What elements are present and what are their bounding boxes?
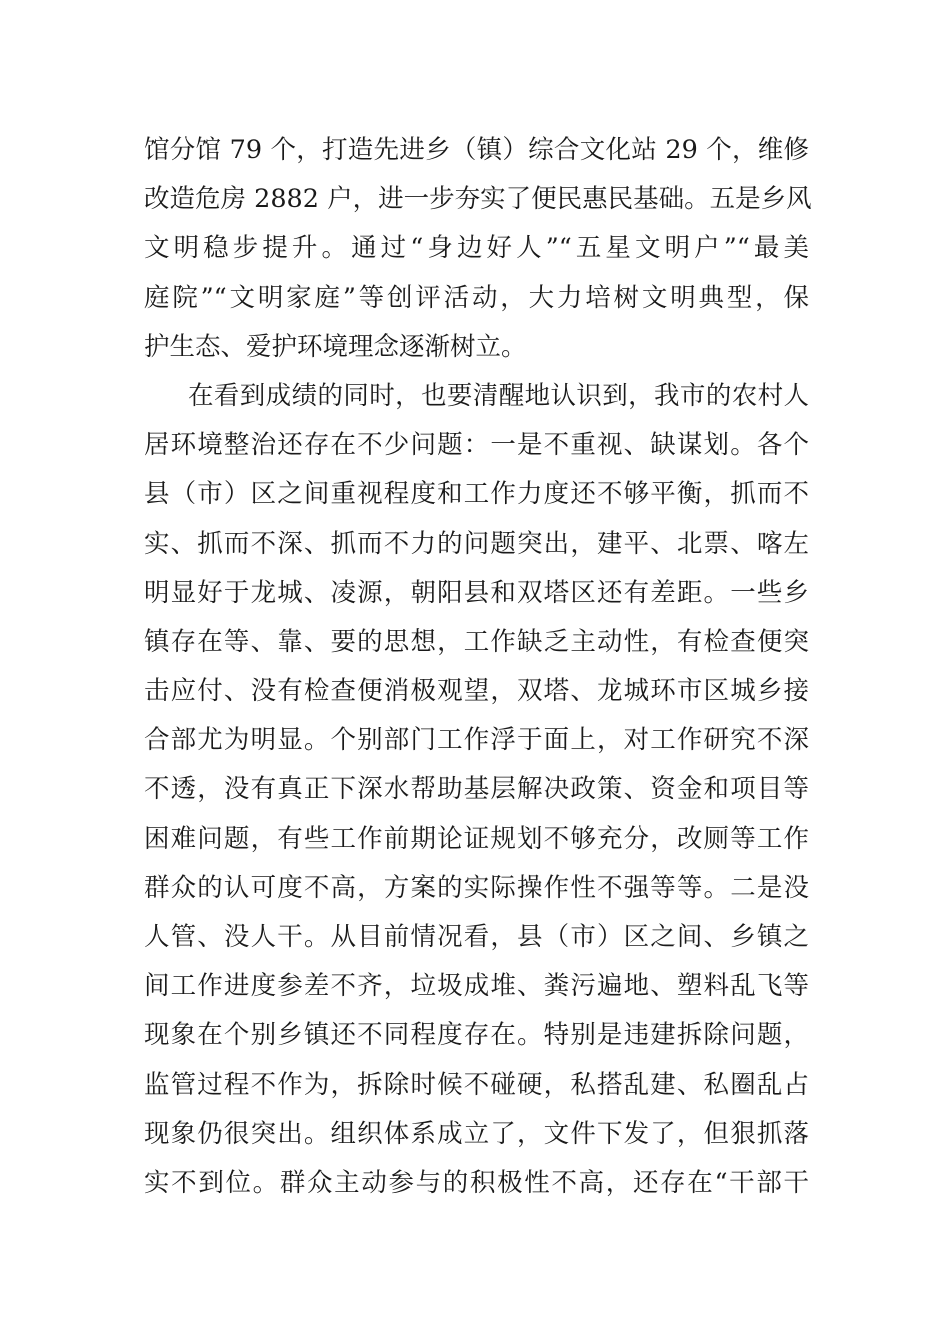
- text-line: 击应付、没有检查便消极观望，双塔、龙城环市区城乡接: [144, 676, 809, 707]
- text-line: 改造危房 2882 户，进一步夯实了便民惠民基础。五是乡风: [144, 184, 812, 215]
- text-line: 馆分馆 79 个，打造先进乡（镇）综合文化站 29 个，维修: [144, 135, 809, 165]
- text-line: 县（市）区之间重视程度和工作力度还不够平衡，抓而不: [144, 479, 809, 510]
- text-line: 人管、没人干。从目前情况看，县（市）区之间、乡镇之: [144, 922, 809, 952]
- paragraph-1: [144, 126, 812, 372]
- text-line: 居环境整治还存在不少问题：一是不重视、缺谋划。各个: [144, 430, 809, 461]
- text-line: 在看到成绩的同时，也要清醒地认识到，我市的农村人: [188, 380, 809, 411]
- text-line: 实、抓而不深、抓而不力的问题突出，建平、北票、喀左: [144, 528, 809, 559]
- text-line: 实不到位。群众主动参与的积极性不高，还存在“干部干: [144, 1167, 809, 1198]
- text-line: 监管过程不作为，拆除时候不碰硬，私搭乱建、私圈乱占: [144, 1069, 809, 1100]
- text-line: 群众的认可度不高，方案的实际操作性不强等等。二是没: [144, 872, 809, 903]
- text-line: 镇存在等、靠、要的思想，工作缺乏主动性，有检查便突: [144, 626, 809, 657]
- text-line: 庭院”“文明家庭”等创评活动，大力培树文明典型，保: [144, 282, 809, 313]
- text-line: 文明稳步提升。通过“身边好人”“五星文明户”“最美: [144, 233, 809, 264]
- text-line: 现象仍很突出。组织体系成立了，文件下发了，但狠抓落: [144, 1118, 809, 1149]
- text-line: 明显好于龙城、凌源，朝阳县和双塔区还有差距。一些乡: [144, 577, 809, 608]
- text-line: 不透，没有真正下深水帮助基层解决政策、资金和项目等: [144, 774, 809, 805]
- text-line: 现象在个别乡镇还不同程度存在。特别是违建拆除问题，: [144, 1020, 809, 1051]
- paragraph-2: [144, 372, 809, 1208]
- document-body: [144, 126, 812, 1208]
- text-line: 合部尤为明显。个别部门工作浮于面上，对工作研究不深: [144, 725, 809, 756]
- text-line: 间工作进度参差不齐，垃圾成堆、粪污遍地、塑料乱飞等: [144, 971, 809, 1002]
- text-line: 困难问题，有些工作前期论证规划不够充分，改厕等工作: [144, 823, 809, 854]
- text-line: 护生态、爱护环境理念逐渐树立。: [144, 331, 527, 362]
